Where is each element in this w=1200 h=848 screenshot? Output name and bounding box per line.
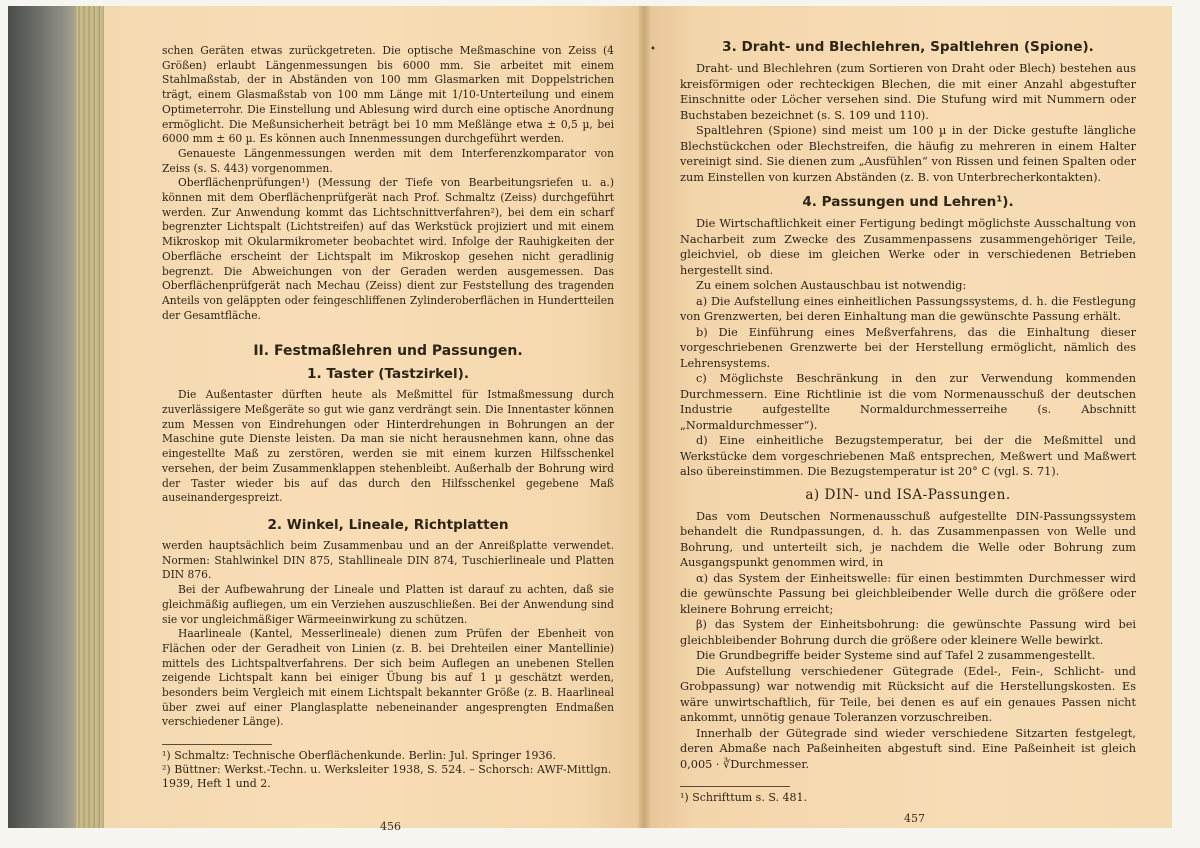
right-paragraph: c) Möglichste Beschränkung in den zur Verwendung kommenden Durchmessern. Eine Richtlinie ist die vom Normenausschuß der deutschen Industrie aufgestellte Normaldurchmesserreihe (s. Abschnitt „Normaldurchmesser“). [680, 372, 1136, 432]
book-cover-edge [8, 6, 76, 828]
book-gutter [638, 6, 650, 828]
subsection-heading: 4. Passungen und Lehren¹). [802, 194, 1014, 210]
subsection-heading: 2. Winkel, Lineale, Richtplatten [267, 516, 509, 533]
right-paragraph: Das vom Deutschen Normenausschuß aufgestellte DIN-Passungssystem behandelt die Rundpassungen, d. h. das Zusammenpassen von Welle und Bohrung, und unterteilt sich, je nachdem die Welle oder Bohrung zum Ausgangspunkt genommen wird, in [680, 509, 1136, 569]
right-paragraph: a) Die Aufstellung eines einheitlichen Passungssystems, d. h. die Festlegung von Grenzwerten, bei deren Einhaltung man die gewünschte Passung erhält. [680, 294, 1136, 323]
right-paragraph: Zu einem solchen Austauschbau ist notwendig: [696, 279, 967, 292]
page-number-left: 456 [380, 820, 401, 833]
page-number-right: 457 [904, 812, 925, 825]
margin-mark: • [650, 44, 656, 55]
right-paragraph: Die Wirtschaftlichkeit einer Fertigung bedingt möglichste Ausschaltung von Nacharbeit zum Zwecke des Zusammenpassens zusammengehöriger Teile, gleichviel, ob diese im gleichen Werke oder in verschiedenen Betrieben hergestellt sind. [680, 217, 1136, 277]
footnote: ¹) Schrifttum s. S. 481. [680, 791, 807, 804]
right-paragraph: Innerhalb der Gütegrade sind wieder verschiedene Sitzarten festgelegt, deren Abmaße nach Paßeinheiten abgestuft sind. Eine Paßeinheit ist gleich 0,005 · ∛Durchmesser. [680, 726, 1136, 771]
left-paragraph: werden hauptsächlich beim Zusammenbau und an der Anreißplatte verwendet. Normen: Stahlwinkel DIN 875, Stahllineale DIN 874, Tuschierlineale und Platten DIN 876. [162, 538, 614, 582]
right-paragraph: Die Grundbegriffe beider Systeme sind auf Tafel 2 zusammengestellt. [696, 649, 1096, 662]
left-paragraph: Bei der Aufbewahrung der Lineale und Platten ist darauf zu achten, daß sie gleichmäßig aufliegen, um ein Verziehen auszuschließen. Bei der Anwendung sind sie vor ungleichmäßiger Wärmeeinwirkung zu schützen. [162, 583, 614, 626]
left-paragraph: Haarlineale (Kantel, Messerlineale) dienen zum Prüfen der Ebenheit von Flächen oder der Geradheit von Linien (z. B. bei Drehteilen einer Mantellinie) mittels des Lichtspaltverfahrens. Der sich beim Auflegen an unebenen Stellen zeigende Lichtspalt kann bei einiger Übung bis auf 1 µ geschätzt werden, besonders beim Vergleich mit einem Lichtspalt bekannter Größe (z. B. Haarlineal über zwei auf einer Planglasplatte nebeneinander angesprengten Endmaßen verschiedener Länge). [162, 627, 614, 729]
section-heading: II. Festmaßlehren und Passungen. [253, 343, 523, 360]
right-paragraph: Die Aufstellung verschiedener Gütegrade (Edel-, Fein-, Schlicht- und Grobpassung) war notwendig mit Rücksicht auf die Herstellungskosten. Es wäre unwirtschaftlich, für Teile, bei denen es auf ein genaues Passen nicht ankommt, unnötig genaue Toleranzen vorzuschreiben. [680, 664, 1136, 724]
left-paragraph: schen Geräten etwas zurückgetreten. Die optische Meßmaschine von Zeiss (4 Größen) erlaubt Längenmessungen bis 6000 mm. Sie arbeitet mit einem Stahlmaßstab, der in Abständen von 100 mm Glasmarken mit Doppelstrichen trägt, einem Glasmaßstab von 100 mm Länge mit 1/10-Unterteilung und einem Optimeterrohr. Die Einstellung und Ablesung wird durch eine optische Anordnung ermöglicht. Die Meßunsicherheit beträgt bei 10 mm Meßlänge etwa ± 0,5 µ, bei 6000 mm ± 60 µ. Es können auch Innenmessungen durchgeführt werden. [162, 44, 614, 146]
left-page-text [162, 44, 614, 791]
right-paragraph: α) das System der Einheitswelle: für einen bestimmten Durchmesser wird die gewünschte Passung bei gleichbleibender Welle durch die größere oder kleinere Bohrung erreicht; [680, 571, 1136, 616]
subsection-heading: 3. Draht- und Blechlehren, Spaltlehren (Spione). [722, 39, 1094, 55]
footnote-divider [162, 744, 272, 745]
subsection-heading: 1. Taster (Tastzirkel). [307, 366, 469, 383]
right-paragraph: b) Die Einführung eines Meßverfahrens, das die Einhaltung dieser vorgeschriebenen Grenzwerte bei der Herstellung ermöglicht, nämlich des Lehrensystems. [680, 325, 1136, 370]
right-paragraph: Spaltlehren (Spione) sind meist um 100 µ in der Dicke gestufte längliche Blechstückchen oder Blechstreifen, die häufig zu mehreren in einem Halter vereinigt sind. Sie dienen zum „Ausfühlen“ von Rissen und feinen Spalten oder zum Einstellen von kurzen Abständen (z. B. von Unterbrecherkontakten). [680, 124, 1136, 184]
left-paragraph: Oberflächenprüfungen¹) (Messung der Tiefe von Bearbeitungsriefen u. a.) können mit dem Oberflächenprüfgerät nach Prof. Schmaltz (Zeiss) durchgeführt werden. Zur Anwendung kommt das Lichtschnittverfahren²), bei dem ein scharf begrenzter Lichtspalt (Lichtstreifen) auf das Werkstück projiziert und mit einem Mikroskop mit Okularmikrometer beobachtet wird. Infolge der Rauhigkeiten der Oberfläche erscheint der Lichtspalt im Mikroskop gesehen nicht geradlinig begrenzt. Die Abweichungen von der Geraden werden ausgemessen. Das Oberflächenprüfgerät nach Mechau (Zeiss) dient zur Feststellung des tragenden Anteils von geläppten oder feingeschliffenen Zylinderoberflächen in Hundertteilen der Gesamtfläche. [162, 176, 614, 322]
right-page-text [680, 38, 1136, 805]
right-paragraph: Draht- und Blechlehren (zum Sortieren von Draht oder Blech) bestehen aus kreisförmigen oder rechteckigen Blechen, die mit einer Anzahl abgestufter Einschnitte oder Löcher versehen sind. Die Stufung wird mit Nummern oder Buchstaben bezeichnet (s. S. 109 und 110). [680, 62, 1136, 122]
right-paragraph: d) Eine einheitliche Bezugstemperatur, bei der die Meßmittel und Werkstücke dem vorgeschriebenen Maß entsprechen, Meßwert und Maßwert also übereinstimmen. Die Bezugstemperatur ist 20° C (vgl. S. 71). [680, 434, 1136, 478]
left-paragraph: Genaueste Längenmessungen werden mit dem Interferenzkomparator von Zeiss (s. S. 443) vorgenommen. [162, 146, 614, 175]
subsection-heading: a) DIN- und ISA-Passungen. [805, 486, 1011, 503]
footnote-divider [680, 786, 790, 787]
footnote: ¹) Schmaltz: Technische Oberflächenkunde. Berlin: Jul. Springer 1936. [162, 749, 556, 763]
left-paragraph: Die Außentaster dürften heute als Meßmittel für Istmaßmessung durch zuverlässigere Meßgeräte so gut wie ganz verdrängt sein. Die Innentaster können zum Messen von Eindrehungen oder Hinterdrehungen in Bohrungen an der Maschine gute Dienste leisten. Da man sie nicht herausnehmen kann, ohne das eingestellte Maß zu zerstören, werden sie mit einem kurzen Hilfsschenkel versehen, der beim Zusammenklappen stehenbleibt. Außerhalb der Bohrung wird der Taster wieder bis auf das durch den Hilfsschenkel gegebene Maß auseinandergespreizt. [162, 388, 614, 505]
page-stack-edge [76, 6, 104, 828]
right-paragraph: β) das System der Einheitsbohrung: die gewünschte Passung wird bei gleichbleibender Bohrung durch die größere oder kleinere Welle bewirkt. [680, 618, 1136, 647]
footnote: ²) Büttner: Werkst.-Techn. u. Werksleiter 1938, S. 524. – Schorsch: AWF-Mittlgn. 1939, Heft 1 und 2. [162, 763, 612, 791]
